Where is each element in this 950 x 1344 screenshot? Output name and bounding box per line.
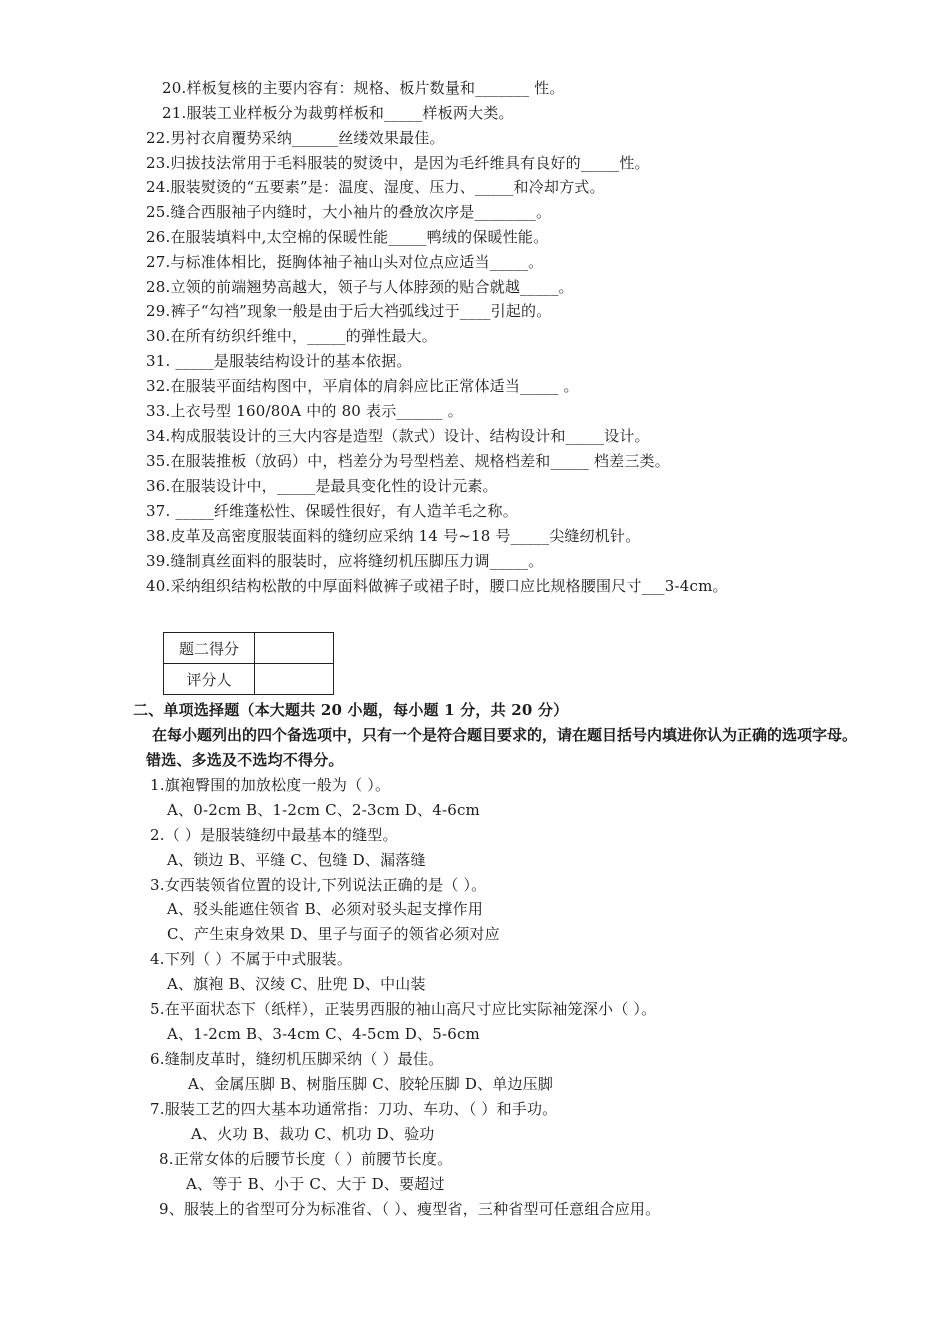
choice-options-1: A、0-2cm B、1-2cm C、2-3cm D、4-6cm [167, 801, 480, 819]
question-32: 32.在服装平面结构图中，平肩体的肩斜应比正常体适当_____ 。 [146, 377, 579, 395]
choice-options-5: A、1-2cm B、3-4cm C、4-5cm D、5-6cm [167, 1025, 480, 1043]
choice-options-2: A、锁边 B、平缝 C、包缝 D、漏落缝 [167, 851, 426, 869]
question-23: 23.归拔技法常用于毛料服装的熨烫中，是因为毛纤维具有良好的_____性。 [146, 154, 650, 172]
choice-options-3b: C、产生束身效果 D、里子与面子的领省必须对应 [167, 925, 500, 943]
question-20: 20.样板复核的主要内容有：规格、板片数量和_______ 性。 [162, 79, 565, 97]
choice-options-8: A、等于 B、小于 C、大于 D、要超过 [186, 1175, 445, 1193]
question-38: 38.皮革及高密度服装面料的缝纫应采纳 14 号~18 号_____尖缝纫机针。 [146, 527, 641, 545]
section-instruction-cont: 错选、多选及不选均不得分。 [146, 751, 344, 769]
choice-question-6: 6.缝制皮革时，缝纫机压脚采纳（ ）最佳。 [150, 1050, 444, 1068]
question-24: 24.服装熨烫的“五要素”是：温度、湿度、压力、_____和冷却方式。 [146, 178, 605, 196]
question-35: 35.在服装推板（放码）中，档差分为号型档差、规格档差和_____ 档差三类。 [146, 452, 670, 470]
choice-question-8: 8.正常女体的后腰节长度（ ）前腰节长度。 [159, 1150, 453, 1168]
question-25: 25.缝合西服袖子内缝时，大小袖片的叠放次序是________。 [146, 203, 552, 221]
choice-question-1: 1.旗袍臀围的加放松度一般为（ ）。 [150, 776, 391, 794]
question-29: 29.裤子“勾裆”现象一般是由于后大裆弧线过于____引起的。 [146, 302, 552, 320]
choice-question-3: 3.女西装领省位置的设计,下列说法正确的是（ ）。 [150, 876, 487, 894]
score-label: 题二得分 [164, 633, 255, 664]
grader-cell[interactable] [255, 664, 334, 695]
grader-label: 评分人 [164, 664, 255, 695]
choice-question-9: 9、服装上的省型可分为标准省、（ ）、瘦型省，三种省型可任意组合应用。 [159, 1200, 661, 1218]
section-heading: 二、单项选择题（本大题共 20 小题，每小题 1 分，共 20 分） [133, 701, 569, 719]
question-31: 31. _____是服装结构设计的基本依据。 [146, 352, 412, 370]
choice-question-5: 5.在平面状态下（纸样），正装男西服的袖山高尺寸应比实际袖笼深小（ ）。 [150, 1000, 657, 1018]
question-34: 34.构成服装设计的三大内容是造型（款式）设计、结构设计和_____设计。 [146, 427, 650, 445]
section-instruction: 在每小题列出的四个备选项中，只有一个是符合题目要求的，请在题目括号内填进你认为正确的选项字母。 [152, 726, 858, 744]
question-30: 30.在所有纺织纤维中，_____的弹性最大。 [146, 327, 437, 345]
grader-row [164, 664, 334, 695]
question-40: 40.采纳组织结构松散的中厚面料做裤子或裙子时，腰口应比规格腰围尺寸___3-4cm。 [146, 577, 728, 595]
question-36: 36.在服装设计中，_____是最具变化性的设计元素。 [146, 477, 498, 495]
choice-question-2: 2.（ ）是服装缝纫中最基本的缝型。 [150, 826, 398, 844]
choice-question-7: 7.服装工艺的四大基本功通常指：刀功、车功、（ ）和手功。 [150, 1100, 558, 1118]
score-table [163, 632, 334, 695]
question-28: 28.立领的前端翘势高越大，领子与人体脖颈的贴合就越_____。 [146, 278, 574, 296]
question-22: 22.男衬衣肩覆势采纳______丝缕效果最佳。 [146, 129, 445, 147]
choice-options-4: A、旗袍 B、汉绫 C、肚兜 D、中山装 [167, 975, 426, 993]
choice-options-3a: A、驳头能遮住领省 B、必须对驳头起支撑作用 [167, 900, 484, 918]
question-39: 39.缝制真丝面料的服装时，应将缝纫机压脚压力调_____。 [146, 552, 544, 570]
question-26: 26.在服装填料中,太空棉的保暖性能_____鸭绒的保暖性能。 [146, 228, 549, 246]
choice-options-7: A、火功 B、裁功 C、机功 D、验功 [191, 1125, 435, 1143]
question-37: 37. _____纤维蓬松性、保暖性很好，有人造羊毛之称。 [146, 502, 518, 520]
question-27: 27.与标准体相比，挺胸体袖子袖山头对位点应适当_____。 [146, 253, 544, 271]
choice-question-4: 4.下列（ ）不属于中式服装。 [150, 950, 353, 968]
question-21: 21.服装工业样板分为裁剪样板和_____样板两大类。 [162, 104, 514, 122]
score-cell[interactable] [255, 633, 334, 664]
score-row [164, 633, 334, 664]
choice-options-6: A、金属压脚 B、树脂压脚 C、胶轮压脚 D、单边压脚 [188, 1075, 554, 1093]
question-33: 33.上衣号型 160/80A 中的 80 表示______ 。 [146, 402, 463, 420]
